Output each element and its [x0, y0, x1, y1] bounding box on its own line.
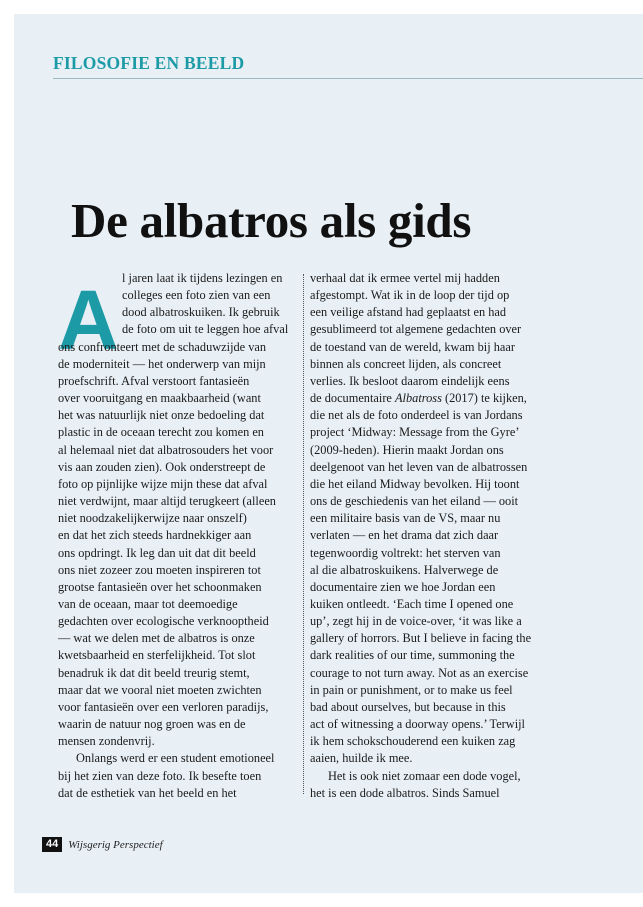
text-line: ons opdringt. Ik leg dan uit dat dit beeld	[58, 545, 256, 560]
journal-name: Wijsgerig Perspectief	[68, 838, 163, 851]
text-line: een veilige afstand had geplaatst en had	[310, 305, 507, 320]
text-line: vis aan zouden zien). Ook onderstreept de	[58, 459, 266, 474]
text-line: dark realities of our time, summoning the	[310, 648, 515, 663]
text-line: aaien, huilde ik mee.	[310, 751, 413, 766]
text-line: ons confronteert met de schaduwzijde van	[58, 339, 267, 354]
text-line: tegenwoordig voltrekt: het sterven van	[310, 545, 501, 560]
page-number: 44	[42, 837, 62, 852]
text-line: foto op pijnlijke wijze mijn these dat afval	[58, 476, 268, 491]
text-line: plastic in de oceaan terecht zou komen en	[58, 425, 264, 440]
text-line: al die albatroskuikens. Halverwege de	[310, 562, 499, 577]
text-line: kwetsbaarheid en sterfelijkheid. Tot slot	[58, 648, 256, 663]
text-line: Onlangs werd er een student emotioneel	[76, 751, 275, 766]
text-line: gallery of horrors. But I believe in facing the	[310, 631, 532, 646]
text-line: act of witnessing a doorway opens.’ Terwijl	[310, 717, 525, 732]
text-line: de documentaire Albatross (2017) te kijken,	[310, 391, 527, 406]
text-line: over vooruitgang en maakbaarheid (want	[58, 391, 261, 406]
text-line: bad about ourselves, but because in this	[310, 699, 506, 714]
text-line: waarin de natuur nog groen was en de	[58, 717, 246, 732]
text-line: niet noodzakelijkerwijze naar onszelf)	[58, 511, 247, 526]
text-line: de moderniteit — het onderwerp van mijn	[58, 356, 266, 371]
text-line: de foto om uit te leggen hoe afval	[122, 322, 289, 337]
text-line: bij het zien van deze foto. Ik besefte toen	[58, 768, 262, 783]
text-line: documentaire zien we hoe Jordan een	[310, 579, 496, 594]
text-line: proefschrift. Afval verstoort fantasieën	[58, 373, 250, 388]
text-line: ons niet zozeer zou moeten inspireren tot	[58, 562, 261, 577]
text-line: project ‘Midway: Message from the Gyre’	[310, 425, 520, 440]
text-line: dood albatroskuiken. Ik gebruik	[122, 305, 280, 320]
drop-cap: A	[58, 273, 119, 367]
text-line: afgestompt. Wat ik in de loop der tijd op	[310, 288, 510, 303]
text-line: deelgenoot van het leven van de albatrossen	[310, 459, 528, 474]
text-line: verhaal dat ik ermee vertel mij hadden	[310, 271, 500, 285]
text-line: dat de esthetiek van het beeld en het	[58, 785, 237, 800]
text-line: — wat we delen met de albatros is onze	[58, 631, 255, 646]
text-line: de toestand van de wereld, kwam bij haar	[310, 339, 515, 354]
text-line: al helemaal niet dat albatrosouders het voor	[58, 442, 274, 457]
text-line: van de oceaan, maar tot deemoedige	[58, 596, 238, 611]
text-line: benadruk ik dat dit beeld treurig stemt,	[58, 665, 250, 680]
text-line: gedachten over ecologische verknooptheid	[58, 614, 269, 629]
text-line: gesublimeerd tot algemene gedachten over	[310, 322, 522, 337]
text-line: niet verdwijnt, maar altijd terugkeert (alleen	[58, 494, 276, 509]
text-line: ik hem schokschouderend een kuiken zag	[310, 734, 516, 749]
text-line: (2009-heden). Hierin maakt Jordan ons	[310, 442, 504, 457]
text-line: en dat het zich steeds hardnekkiger aan	[58, 528, 252, 543]
text-line: Het is ook niet zomaar een dode vogel,	[328, 768, 521, 783]
text-line: binnen als concreet lijden, als concreet	[310, 356, 502, 371]
text-line: up’, zegt hij in de voice-over, ‘it was like a	[310, 614, 522, 629]
text-line: ons de geschiedenis van het eiland — ooit	[310, 494, 519, 509]
text-line: in pain or punishment, or to make us feel	[310, 682, 513, 697]
footer	[42, 837, 163, 852]
column-divider	[303, 274, 304, 794]
text-line: die het eiland Midway bevolken. Hij toont	[310, 476, 520, 491]
text-line: kuiken ontleedt. ‘Each time I opened one	[310, 596, 514, 611]
text-line: courage to not turn away. Not as an exercise	[310, 665, 529, 680]
left-column	[58, 270, 303, 802]
text-line: grootse fantasieën over het schoonmaken	[58, 579, 262, 594]
text-line: maar dat we vooral niet moeten zwichten	[58, 682, 262, 697]
article-title: De albatros als gids	[71, 193, 472, 248]
text-line: een militaire basis van de VS, maar nu	[310, 511, 501, 526]
text-line: voor fantasieën over een verloren paradijs,	[58, 699, 269, 714]
text-line: verlaten — en het drama dat zich daar	[310, 528, 499, 543]
section-divider	[53, 78, 643, 79]
text-line: het is een dode albatros. Sinds Samuel	[310, 785, 500, 800]
text-line: verlies. Ik besloot daarom eindelijk eens	[310, 373, 510, 388]
right-column	[310, 270, 565, 802]
text-line: het was natuurlijk niet onze bedoeling dat	[58, 408, 265, 423]
text-line: die net als de foto onderdeel is van Jordans	[310, 408, 523, 423]
text-line: l jaren laat ik tijdens lezingen en	[122, 271, 283, 285]
text-line: colleges een foto zien van een	[122, 288, 271, 303]
text-line: mensen zondenvrij.	[58, 734, 155, 749]
section-label: FILOSOFIE EN BEELD	[53, 53, 245, 73]
